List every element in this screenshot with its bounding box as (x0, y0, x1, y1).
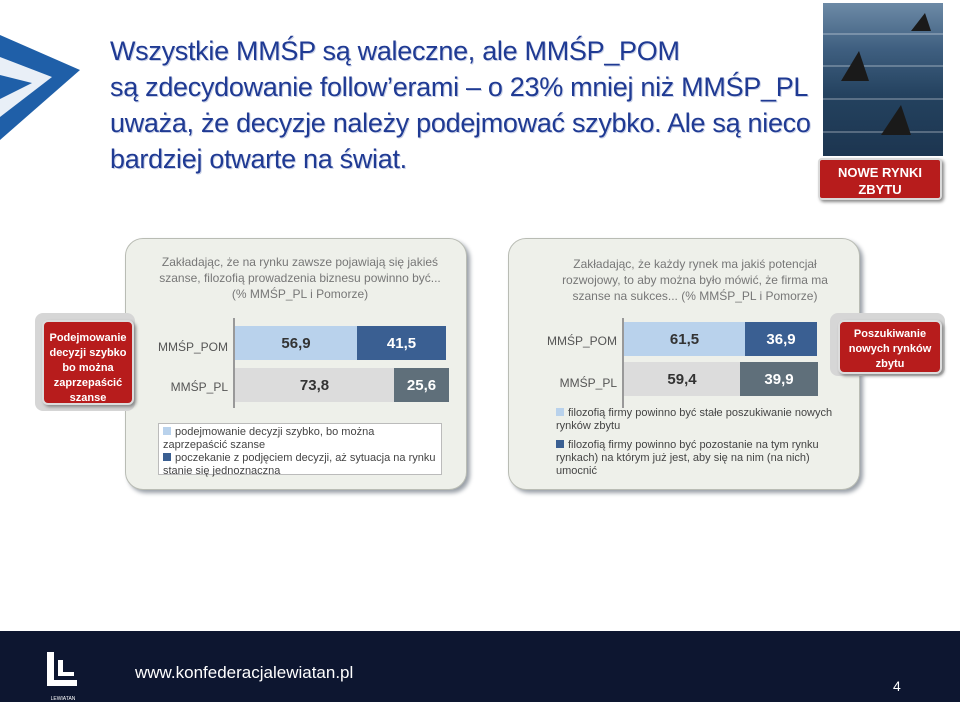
shark-fin-icon (823, 3, 943, 156)
left-panel-title (150, 254, 450, 302)
left-title-line-2: szanse, filozofią prowadzenia biznesu powinno być... (159, 271, 441, 285)
right-row-label-pom: MMŚP_POM (546, 334, 617, 348)
new-markets-badge (818, 158, 942, 200)
left-row-label-pom: MMŚP_POM (157, 340, 228, 354)
right-side-line-2: nowych rynków (848, 343, 932, 355)
bar-segment-pom-2 (357, 326, 446, 360)
right-legend (552, 405, 842, 475)
bar-data-label: 25,6 (406, 376, 437, 394)
bar-segment-pl-1 (624, 362, 740, 396)
right-legend-item-1 (556, 407, 838, 433)
bar-segment-pl-2 (740, 362, 818, 396)
right-title-line-1: Zakładając, że każdy rynek ma jakiś potencjał (573, 257, 817, 271)
bar-data-label: 56,9 (281, 334, 311, 352)
left-side-line-5: szanse (69, 392, 107, 404)
page-number: 4 (893, 678, 901, 694)
right-legend-text-1: filozofią firmy powinno być stałe poszukiwanie nowych rynków zbytu (556, 407, 833, 432)
bar-data-label: 59,4 (667, 370, 697, 388)
shark-photo (823, 3, 943, 156)
right-side-line-1: Poszukiwanie (853, 328, 927, 340)
legend-swatch-light (163, 427, 171, 435)
legend-swatch-dark (163, 453, 171, 461)
website-url[interactable]: www.konfederacjalewiatan.pl (135, 663, 354, 682)
bar-data-label: 36,9 (766, 330, 796, 348)
legend-swatch-dark (556, 440, 564, 448)
bar-data-label: 61,5 (669, 330, 700, 348)
chevron-decoration (0, 35, 80, 140)
bar-segment-pom-2 (745, 322, 817, 356)
left-side-line-3: bo można (62, 362, 114, 374)
right-legend-item-2 (556, 439, 838, 478)
left-side-line-2: decyzji szybko (49, 347, 127, 359)
bar-data-label: 73,8 (299, 376, 330, 394)
title-line-2: są zdecydowanie follow’erami – o 23% mniej niż MMŚP_PL (110, 72, 809, 102)
right-bars-area (624, 318, 820, 408)
left-legend-text-1: podejmowanie decyzji szybko, bo można zaprzepaścić szanse (163, 426, 375, 451)
badge-line-1: NOWE RYNKI (837, 165, 923, 180)
left-legend-text-2: poczekanie z podjęciem decyzji, aż sytuacja na rynku stanie się jednoznaczna (163, 452, 436, 477)
right-title-line-2: rozwojowy, to aby można było mówić, że firma ma (562, 273, 828, 287)
right-legend-text-2: filozofią firmy powinno być pozostanie na tym rynku rynkach) na którym już jest, aby się na nim (na nich) umocnić (556, 439, 819, 477)
left-bars-area (235, 318, 450, 408)
bar-segment-pl-1 (235, 368, 394, 402)
bar-segment-pom-1 (624, 322, 745, 356)
page-title (110, 33, 810, 177)
left-legend (158, 423, 442, 475)
badge-line-2: ZBYTU (858, 182, 902, 197)
left-legend-item-1 (163, 426, 437, 452)
legend-swatch-light (556, 408, 564, 416)
bar-data-label: 39,9 (764, 370, 794, 388)
right-row-label-pl: MMŚP_PL (559, 376, 617, 390)
bar-segment-pl-2 (394, 368, 449, 402)
bar-segment-pom-1 (235, 326, 357, 360)
lewiatan-logo-icon (44, 648, 82, 702)
title-line-4: bardziej otwarte na świat. (110, 144, 407, 174)
left-legend-item-2 (163, 452, 437, 478)
right-panel-title (545, 256, 845, 304)
left-side-line-4: zaprzepaścić (53, 377, 123, 389)
title-line-3: uważa, że decyzje należy podejmować szybko. Ale są nieco (110, 108, 811, 138)
right-chart (525, 318, 835, 408)
left-side-label (42, 320, 134, 405)
title-line-1: Wszystkie MMŚP są waleczne, ale MMŚP_POM (110, 36, 680, 66)
bar-data-label: 41,5 (386, 334, 417, 352)
left-side-line-1: Podejmowanie (49, 332, 127, 344)
right-side-line-3: zbytu (875, 358, 905, 370)
left-row-label-pl: MMŚP_PL (170, 380, 228, 394)
left-title-line-3: (% MMŚP_PL i Pomorze) (231, 287, 369, 301)
left-chart (140, 318, 450, 408)
left-title-line-1: Zakładając, że na rynku zawsze pojawiają się jakieś (161, 255, 439, 269)
right-title-line-3: szanse na sukces... (% MMŚP_PL i Pomorze) (572, 289, 818, 303)
right-side-label (838, 320, 942, 374)
logo-text: LEWIATAN (50, 696, 76, 702)
